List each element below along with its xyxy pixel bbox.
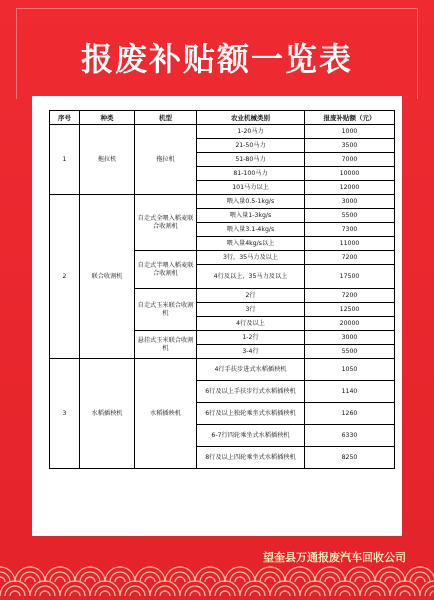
cell-amount: 7200 [305, 289, 395, 303]
header-category: 农业机械类别 [197, 111, 305, 125]
cell-model: 悬挂式玉米联合收割机 [135, 331, 197, 359]
cell-amount: 5500 [305, 345, 395, 359]
wave-arc [345, 567, 375, 582]
wave-arc [165, 567, 195, 582]
wave-arc [255, 567, 285, 582]
cell-no: 1 [50, 125, 80, 195]
header-kind: 种类 [80, 111, 135, 125]
wave-arc [55, 577, 65, 582]
wave-arc [45, 567, 75, 582]
wave-arc [355, 577, 365, 582]
wave-arc [30, 581, 60, 596]
wave-arc [175, 577, 185, 582]
cell-category: 6行及以上独轮乘坐式水稻插秧机 [197, 403, 305, 425]
wave-arc [145, 577, 155, 582]
wave-arc [250, 591, 260, 596]
wave-arc [85, 577, 95, 582]
wave-arc [205, 577, 215, 582]
cell-amount: 1000 [305, 125, 395, 139]
cell-amount: 1140 [305, 381, 395, 403]
wave-arc [190, 591, 200, 596]
cell-amount: 5500 [305, 209, 395, 223]
cell-category: 3行，35马力及以上 [197, 251, 305, 265]
cell-category: 21-50马力 [197, 139, 305, 153]
cell-no: 2 [50, 195, 80, 359]
wave-arc [415, 577, 425, 582]
cell-category: 喂入量1-3kg/s [197, 209, 305, 223]
cell-amount: 6330 [305, 425, 395, 447]
cell-category: 喂入量4kg/s以上 [197, 237, 305, 251]
table-row [50, 125, 395, 139]
cell-model: 水稻插秧机 [135, 359, 197, 469]
cell-category: 喂入量3.1-4kg/s [197, 223, 305, 237]
wave-arc [15, 567, 45, 582]
cell-amount: 11000 [305, 237, 395, 251]
wave-arc [195, 567, 225, 582]
cell-category: 6-7行四轮乘坐式水稻插秧机 [197, 425, 305, 447]
cell-category: 3-4行 [197, 345, 305, 359]
wave-arc [220, 591, 230, 596]
wave-arc [390, 581, 420, 596]
cell-category: 6行及以上手扶步行式水稻插秧机 [197, 381, 305, 403]
wave-arc [25, 577, 35, 582]
wave-arc [225, 567, 255, 582]
wave-arc [300, 581, 330, 596]
cell-amount: 3000 [305, 331, 395, 345]
cell-amount: 7200 [305, 251, 395, 265]
cell-amount: 8250 [305, 447, 395, 469]
wave-arc [375, 567, 405, 582]
wave-arc [285, 567, 315, 582]
cell-model: 自走式全喂入稻麦联合收割机 [135, 195, 197, 251]
wave-arc [235, 577, 245, 582]
wave-arc [330, 581, 360, 596]
wave-decoration [0, 566, 434, 600]
wave-arc [135, 567, 165, 582]
wave-arc [315, 567, 345, 582]
wave-arc [400, 591, 410, 596]
cell-amount: 12500 [305, 303, 395, 317]
cell-category: 4行及以上，35马力及以上 [197, 265, 305, 289]
cell-kind: 拖拉机 [80, 125, 135, 195]
wave-arc [0, 581, 30, 596]
wave-arc [180, 581, 210, 596]
cell-amount: 10000 [305, 167, 395, 181]
cell-category: 8行及以上四轮乘坐式水稻插秧机 [197, 447, 305, 469]
table-row [50, 359, 395, 381]
table-sheet [32, 96, 402, 536]
cell-amount: 7300 [305, 223, 395, 237]
wave-arc [430, 591, 434, 596]
wave-arc [265, 577, 275, 582]
wave-arc [340, 591, 350, 596]
table-header-row [50, 111, 395, 125]
wave-arc [385, 577, 395, 582]
wave-arc [150, 581, 180, 596]
cell-model: 自走式玉米联合收割机 [135, 289, 197, 331]
wave-arc [100, 591, 110, 596]
wave-arc [90, 581, 120, 596]
cell-category: 51-80马力 [197, 153, 305, 167]
cell-amount: 12000 [305, 181, 395, 195]
cell-amount: 1050 [305, 359, 395, 381]
wave-arc [295, 577, 305, 582]
header-amount: 报废补贴额（元） [305, 111, 395, 125]
cell-category: 101马力以上 [197, 181, 305, 195]
wave-arc [120, 581, 150, 596]
cell-amount: 3500 [305, 139, 395, 153]
cell-category: 4行手扶步进式水稻插秧机 [197, 359, 305, 381]
subsidy-table [49, 110, 395, 469]
wave-arc [70, 591, 80, 596]
page-title: 报废补贴额一览表 [80, 40, 353, 78]
cell-amount: 1260 [305, 403, 395, 425]
wave-arc [360, 581, 390, 596]
cell-amount: 17500 [305, 265, 395, 289]
cell-category: 3行 [197, 303, 305, 317]
wave-arc [75, 567, 105, 582]
cell-model: 拖拉机 [135, 125, 197, 195]
company-footer: 望奎县万通报废汽车回收公司 [263, 551, 406, 564]
header-model: 机型 [135, 111, 197, 125]
wave-arc [160, 591, 170, 596]
wave-arc [130, 591, 140, 596]
cell-amount: 7000 [305, 153, 395, 167]
cell-category: 2行 [197, 289, 305, 303]
table-body [50, 125, 395, 469]
wave-arc [0, 577, 5, 582]
cell-category: 4行及以上 [197, 317, 305, 331]
wave-arc [310, 591, 320, 596]
wave-arc [0, 567, 15, 582]
wave-arc [370, 591, 380, 596]
cell-amount: 3000 [305, 195, 395, 209]
wave-arc [60, 581, 90, 596]
wave-arc [115, 577, 125, 582]
cell-category: 1-20马力 [197, 125, 305, 139]
header-no: 序号 [50, 111, 80, 125]
cell-amount: 20000 [305, 317, 395, 331]
cell-kind: 水稻插秧机 [80, 359, 135, 469]
wave-arc [270, 581, 300, 596]
cell-no: 3 [50, 359, 80, 469]
wave-arc [240, 581, 270, 596]
cell-kind: 联合收割机 [80, 195, 135, 359]
wave-arc [420, 581, 434, 596]
cell-category: 81-100马力 [197, 167, 305, 181]
wave-arc [40, 591, 50, 596]
table-row [50, 195, 395, 209]
cell-model: 自走式半喂入稻麦联合收割机 [135, 251, 197, 289]
wave-arc [105, 567, 135, 582]
wave-arc [10, 591, 20, 596]
wave-arc [280, 591, 290, 596]
wave-arc [210, 581, 240, 596]
cell-category: 1-2行 [197, 331, 305, 345]
wave-arc [325, 577, 335, 582]
cell-category: 喂入量0.5-1kg/s [197, 195, 305, 209]
